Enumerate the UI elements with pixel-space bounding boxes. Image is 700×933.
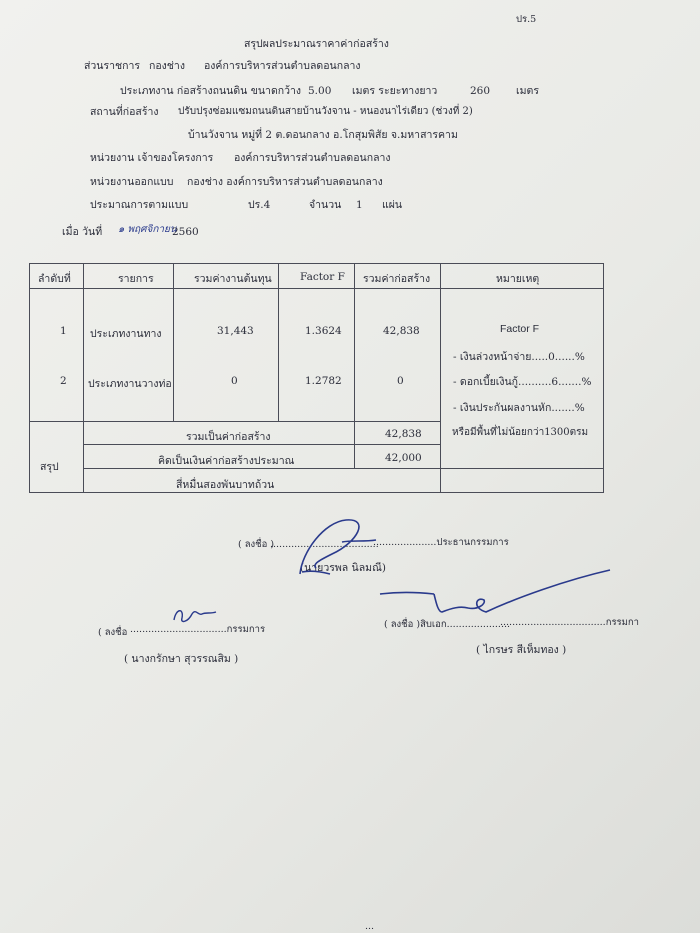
site-line2: บ้านวังจาน หมู่ที่ 2 ต.ดอนกลาง อ.โกสุมพิสัย จ.มหาสารคาม (188, 129, 458, 141)
estimated-label: คิดเป็นเงินค่าก่อสร้างประมาณ (158, 455, 295, 467)
row2-no: 2 (60, 375, 67, 387)
site-label: สถานที่ก่อสร้าง (90, 106, 159, 118)
sum-label: รวมเป็นค่าก่อสร้าง (186, 431, 271, 443)
agency-org: องค์การบริหารส่วนตำบลดอนกลาง (204, 60, 361, 72)
col-header-cost: รวมค่างานต้นทุน (194, 273, 272, 285)
member2-role: ...................................กรรมกา (500, 617, 639, 628)
remark-advance: - เงินล่วงหน้าจ่าย.....0......% (453, 351, 585, 363)
length-value: 260 (470, 85, 491, 97)
row1-no: 1 (60, 325, 67, 337)
width-value: 5.00 (308, 85, 332, 97)
col-header-item: รายการ (118, 273, 154, 285)
row1-item: ประเภทงานทาง (90, 328, 162, 340)
count-value: 1 (356, 199, 363, 211)
member2-name: ( ไกรษร สีเห็มทอง ) (476, 644, 567, 656)
col-header-remark: หมายเหตุ (496, 273, 540, 285)
agency-label: ส่วนราชการ (84, 60, 141, 72)
remark-guarantee: - เงินประกันผลงานหัก.......% (453, 402, 585, 414)
member1-role: ................................กรรมการ (130, 624, 266, 635)
length-label: เมตร ระยะทางยาว (352, 85, 438, 97)
row2-factor: 1.2782 (305, 375, 342, 387)
count-label: จำนวน (309, 199, 342, 211)
count-unit: แผ่น (382, 199, 403, 211)
agency-dept: กองช่าง (149, 60, 185, 72)
site-line1: ปรับปรุงซ่อมแซมถนนดินสายบ้านวังจาน - หนองนาไร่เดียว (ช่วงที่ 2) (178, 106, 473, 117)
owner-value: องค์การบริหารส่วนตำบลดอนกลาง (234, 152, 391, 164)
chair-sign-label: ( ลงชื่อ ) (238, 539, 275, 550)
chair-name: (นายวรพล นิลมณี) (300, 562, 386, 574)
chair-signature-scribble (272, 512, 392, 582)
estimate-label: ประมาณการตามแบบ (90, 199, 189, 211)
designer-label: หน่วยงานออกแบบ (90, 176, 174, 188)
col-header-total: รวมค่าก่อสร้าง (363, 273, 431, 285)
document-title: สรุปผลประมาณราคาค่าก่อสร้าง (244, 38, 389, 50)
remark-area-note: หรือมีพื้นที่ไม่น้อยกว่า1300ตรม (452, 427, 589, 438)
page-footer-mark: ... (365, 921, 375, 932)
chair-role: .....................ประธานกรรมการ (373, 537, 509, 548)
work-type-label: ประเภทงาน ก่อสร้างถนนดิน ขนาดกว้าง (120, 85, 302, 97)
member1-sign-label: ( ลงชื่อ (98, 627, 128, 638)
member2-signature-scribble (376, 568, 616, 628)
form-code: ปร.5 (516, 14, 537, 25)
date-label: เมื่อ วันที่ (62, 226, 103, 238)
date-year: 2560 (172, 226, 199, 238)
remark-title: Factor F (500, 323, 540, 335)
member1-signature-scribble (168, 600, 228, 630)
estimate-form: ปร.4 (248, 199, 271, 211)
length-unit: เมตร (516, 85, 539, 97)
row1-factor: 1.3624 (305, 325, 342, 337)
row1-cost: 31,443 (217, 325, 254, 337)
amount-in-words: สี่หมื่นสองพันบาทถ้วน (176, 479, 275, 491)
summary-label: สรุป (40, 461, 59, 473)
chair-sign-dots: .................................... (270, 539, 379, 550)
row1-total: 42,838 (383, 325, 420, 337)
estimated-value: 42,000 (385, 452, 422, 464)
member2-sign-label: ( ลงชื่อ )สิบเอก..................... (384, 619, 511, 630)
member1-name: ( นางกรักษา สุวรรณสิม ) (124, 653, 239, 665)
sum-value: 42,838 (385, 428, 422, 440)
col-header-factor: Factor F (300, 271, 345, 283)
row2-cost: 0 (231, 375, 238, 387)
col-header-no: ลำดับที่ (38, 273, 71, 285)
designer-value: กองช่าง องค์การบริหารส่วนตำบลดอนกลาง (187, 176, 383, 188)
remark-interest: - ดอกเบี้ยเงินกู้..........6.......% (453, 376, 592, 388)
date-handwritten: ๑ พฤศจิกายน (118, 224, 177, 235)
owner-label: หน่วยงาน เจ้าของโครงการ (90, 152, 214, 164)
row2-item: ประเภทงานวางท่อ (88, 378, 172, 390)
row2-total: 0 (397, 375, 404, 387)
